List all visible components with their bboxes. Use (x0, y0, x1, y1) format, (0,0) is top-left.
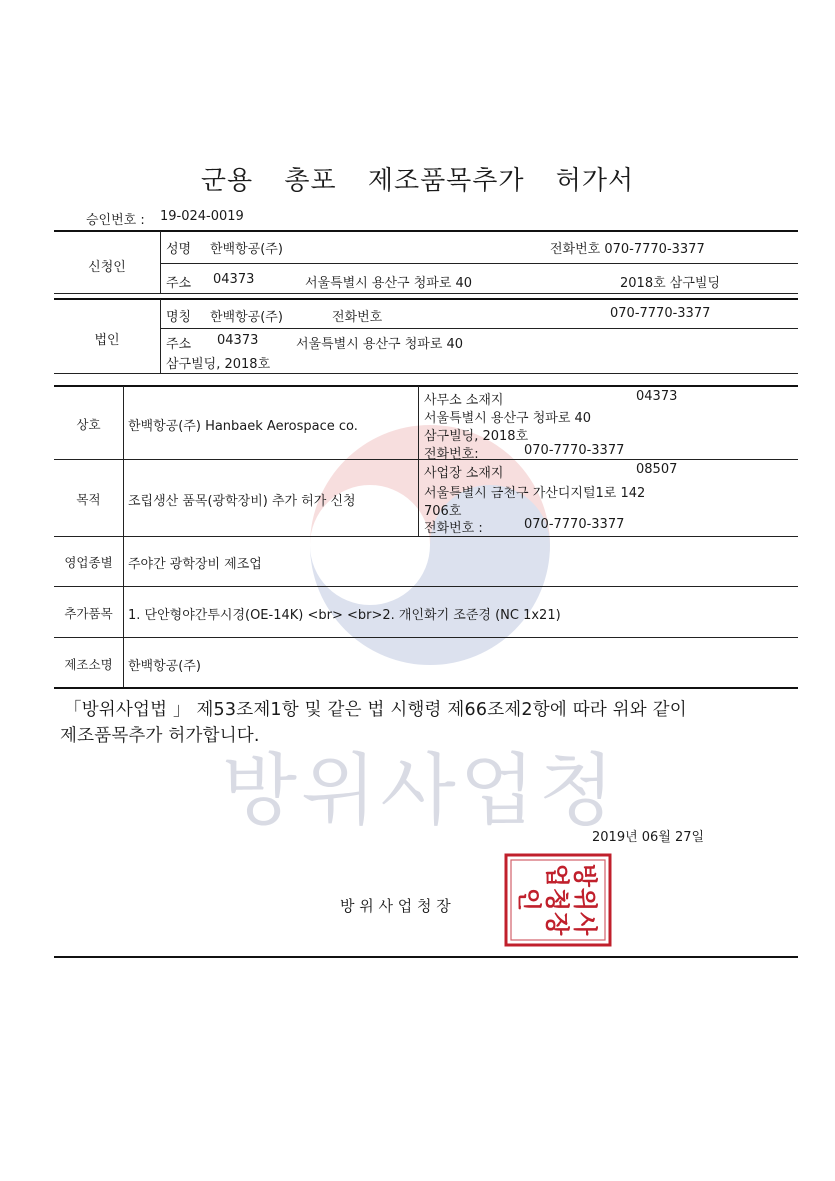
document-title: 군용 총포 제조품목추가 허가서 (200, 166, 635, 196)
purpose-label: 목적 (76, 492, 101, 507)
main-table-row3-divider (54, 586, 798, 587)
manufacturer-label: 제조소명 (64, 657, 113, 672)
approval-number-label: 승인번호 : (86, 213, 145, 228)
applicant-address: 서울특별시 용산구 청파로 40 (305, 276, 473, 291)
corporation-section-label: 법인 (94, 333, 120, 348)
applicant-postal-code: 04373 (213, 272, 255, 287)
applicant-address-detail: 2018호 삼구빌딩 (620, 276, 721, 291)
footer-rule (54, 956, 798, 958)
corporation-address: 서울특별시 용산구 청파로 40 (296, 337, 464, 352)
issue-date: 2019년 06월 27일 (592, 830, 705, 845)
official-seal (504, 853, 612, 947)
corporation-name: 한백항공(주) (210, 310, 283, 325)
workplace-address-line1: 서울특별시 금천구 가산디지털1로 142 (424, 486, 646, 501)
main-table-label-column (123, 386, 124, 688)
applicant-bottom-border (54, 293, 798, 294)
office-address-line2: 삼구빌딩, 2018호 (424, 429, 529, 444)
office-address-line1: 서울특별시 용산구 청파로 40 (424, 411, 592, 426)
corporation-phone: 070-7770-3377 (610, 306, 711, 321)
main-table-row2-divider (54, 536, 798, 537)
corporation-bottom-border (54, 373, 798, 374)
office-location-label: 사무소 소재지 (424, 393, 504, 408)
statement-line2: 제조품목추가 허가합니다. (60, 726, 260, 746)
corporation-address-detail: 삼구빌딩, 2018호 (166, 357, 271, 372)
corporation-address-label: 주소 (166, 337, 192, 352)
corporation-row-divider (160, 328, 798, 329)
main-table-top-border (54, 385, 798, 387)
workplace-address-line2: 706호 (424, 504, 462, 519)
office-phone: 070-7770-3377 (524, 443, 625, 458)
office-postal-code: 04373 (636, 389, 678, 404)
applicant-address-label: 주소 (166, 276, 192, 291)
business-type: 주야간 광학장비 제조업 (128, 557, 262, 572)
corporation-phone-label: 전화번호 (332, 310, 383, 325)
statement-line1: 「방위사업법 」 제53조제1항 및 같은 법 시행령 제66조제2항에 따라 위와 같이 (64, 700, 687, 720)
workplace-phone: 070-7770-3377 (524, 517, 625, 532)
watermark-text: 방위사업청 (221, 746, 619, 836)
corporation-top-border (54, 298, 798, 300)
workplace-phone-label: 전화번호 : (424, 521, 483, 536)
applicant-name: 한백항공(주) (210, 242, 283, 257)
corporation-divider (160, 299, 161, 373)
issuer-name: 방 위 사 업 청 장 (340, 897, 451, 915)
main-table-split-column (418, 386, 419, 536)
applicant-phone: 전화번호 070-7770-3377 (550, 242, 705, 257)
added-items: 1. 단안형야간투시경(OE-14K) <br> <br>2. 개인화기 조준경 (NC 1x21) (128, 608, 561, 623)
approval-number: 19-024-0019 (160, 209, 244, 224)
applicant-top-border (54, 230, 798, 232)
main-table-bottom-border (54, 687, 798, 689)
trade-name-label: 상호 (76, 417, 101, 432)
workplace-location-label: 사업장 소재지 (424, 466, 504, 481)
corporation-name-label: 명칭 (166, 310, 192, 325)
office-phone-label: 전화번호: (424, 447, 479, 462)
main-table-row4-divider (54, 637, 798, 638)
manufacturer: 한백항공(주) (128, 659, 201, 674)
corporation-postal-code: 04373 (217, 333, 259, 348)
workplace-postal-code: 08507 (636, 462, 678, 477)
trade-name: 한백항공(주) Hanbaek Aerospace co. (128, 419, 358, 434)
added-items-label: 추가품목 (64, 606, 113, 621)
purpose: 조립생산 품목(광학장비) 추가 허가 신청 (128, 494, 356, 509)
business-type-label: 영업종별 (64, 555, 113, 570)
applicant-name-label: 성명 (166, 242, 192, 257)
applicant-section-label: 신청인 (88, 260, 126, 275)
seal-text: 방위사업청장인 (515, 863, 599, 937)
applicant-row-divider (160, 263, 798, 264)
